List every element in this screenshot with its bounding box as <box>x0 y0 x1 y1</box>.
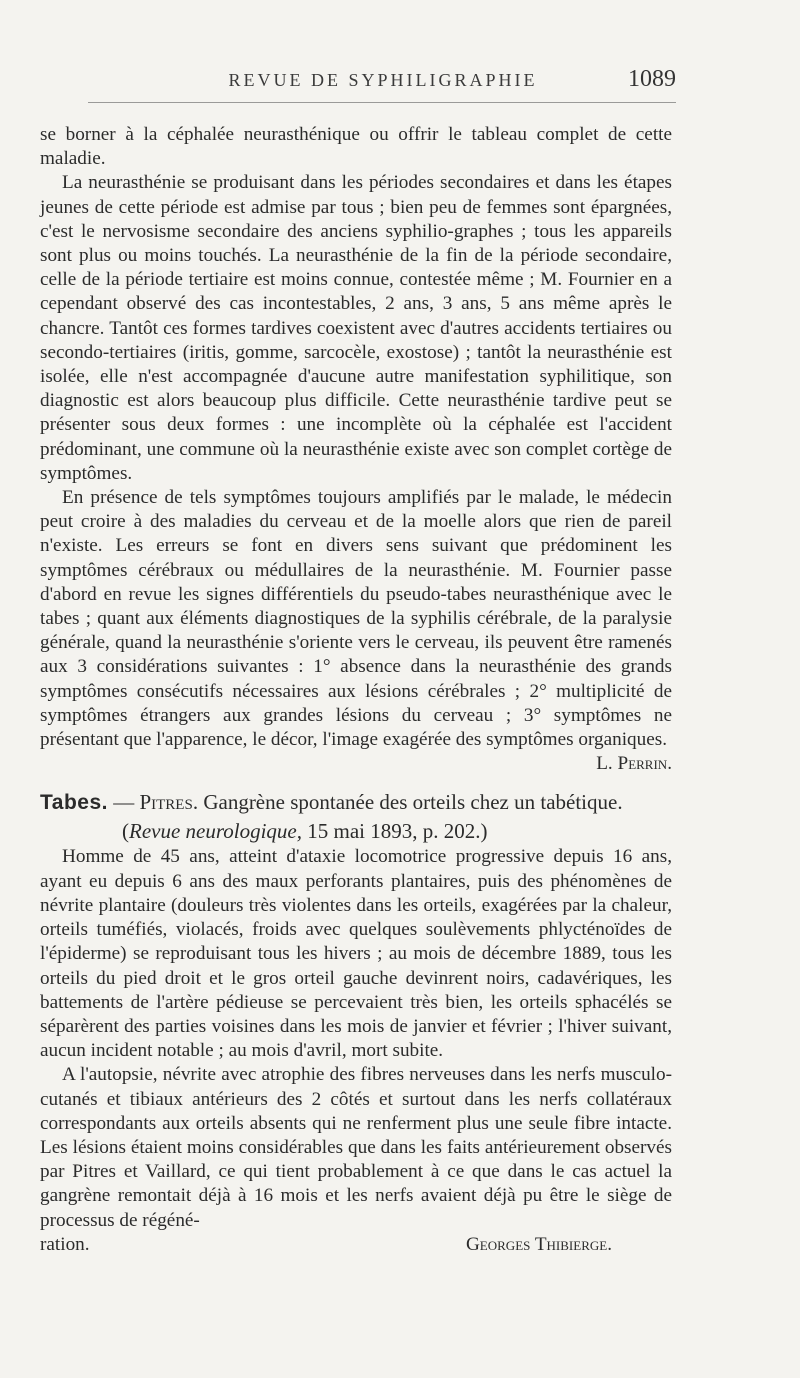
entry-title: Gangrène spontanée des orteils chez un tabétique. <box>203 790 623 815</box>
entry-reference <box>40 817 672 845</box>
paragraph-neurasthenia-periods: La neurasthénie se produisant dans les périodes secondaires et dans les étapes jeunes de cette période est admise par tous ; bien peu de femmes sont épargnées, c'est le nervosisme secondaire des anciens syphilio-graphes ; tous les appareils sont plus ou moins touchés. La neurasthénie de la fin de la période secondaire, celle de la période tertiaire est moins connue, contestée même ; M. Fournier en a cependant observé des cas incontestables, 2 ans, 3 ans, 5 ans même après le chancre. Tantôt ces formes tardives coexistent avec d'autres accidents tertiaires ou secondo-tertiaires (iritis, gomme, sarcocèle, exostose) ; tantôt la neurasthénie est isolée, elle n'est accompagnée d'aucune autre manifestation syphilitique, son diagnostic est alors beaucoup plus difficile. Cette neurasthénie tardive peut se présenter sous deux formes : une incomplète où la céphalée est l'accident prédominant, une commune où la neurasthénie existe avec son complet cortège de symptômes. <box>40 172 672 484</box>
paragraph-continuation: se borner à la céphalée neurasthénique ou offrir le tableau complet de cette maladie. <box>40 124 672 170</box>
entry-ref-paren: ( <box>122 819 129 844</box>
signature-perrin <box>40 752 672 776</box>
paragraph-diagnosis: En présence de tels symptômes toujours amplifiés par le malade, le médecin peut croire à des maladies du cerveau et de la moelle alors que rien de pareil n'existe. Les erreurs se font en divers sens suivant que prédominent les symptômes cérébraux ou médullaires de la neurasthénie. M. Fournier passe d'abord en revue les signes différentiels du pseudo-tabes neurasthénique avec le tabes ; quant aux éléments diagnostiques de la syphilis cérébrale, de la paralysie générale, quand la neurasthénie s'oriente vers le cerveau, ils peuvent être ramenés aux 3 considérations suivantes : 1° absence dans la neurasthénie des grands symptômes consécutifs nécessaires aux lésions cérébrales ; 2° multiplicité de symptômes étrangers aux grandes lésions du cerveau ; 3° symptômes ne présentant que l'apparence, le décor, l'image exagérée des symptômes organiques. <box>40 487 672 751</box>
paragraph-autopsy: A l'autopsie, névrite avec atrophie des fibres nerveuses dans les nerfs musculo-cutanés et tibiaux antérieurs des 2 côtés et surtout dans les nerfs collatéraux correspondants aux orteils absents qui ne renferment plus une seule fibre intacte. Les lésions étaient moins considérables que dans les faits antérieurement observés par Pitres et Vaillard, ce qui tient probablement à ce que dans le cas actuel la gangrène remontait déjà à 16 mois et les nerfs avaient déjà pu être le siège de processus de régéné- <box>40 1064 672 1231</box>
signature-perrin-text: L. Perrin. <box>596 753 672 775</box>
running-title: REVUE DE SYPHILIGRAPHIE <box>228 70 538 90</box>
body-text <box>40 123 672 1257</box>
signature-thibierge: Georges Thibierge. <box>465 1233 612 1255</box>
entry-date: 15 mai 1893, p. 202.) <box>307 819 488 844</box>
entry-journal: Revue neurologique, <box>129 819 302 844</box>
header-rule <box>88 102 676 103</box>
entry-dash: — <box>113 790 135 815</box>
entry-subject: Tabes. <box>40 791 108 815</box>
closing-line <box>40 1233 672 1257</box>
entry-heading <box>40 788 672 817</box>
closing-word: ration. <box>40 1233 90 1255</box>
page-number: 1089 <box>628 66 676 92</box>
running-header <box>90 68 676 98</box>
entry-author: Pitres. <box>139 790 199 815</box>
paragraph-case-history: Homme de 45 ans, atteint d'ataxie locomotrice progressive depuis 16 ans, ayant eu depuis 6 ans des maux perforants plantaires, puis des phénomènes de névrite plantaire (douleurs très violentes dans les orteils, exagérées par la chaleur, orteils tuméfiés, violacés, froids avec quelques soulèvements phlycténoïdes de l'épiderme) se reproduisant tous les hivers ; au mois de décembre 1889, tous les orteils du pied droit et le gros orteil gauche devinrent noirs, cadavériques, les battements de l'artère pédieuse se percevaient très bien, les orteils sphacélés se séparèrent des parties voisines dans les mois de janvier et février ; l'hiver suivant, aucun incident notable ; au mois d'avril, mort subite. <box>40 846 672 1062</box>
